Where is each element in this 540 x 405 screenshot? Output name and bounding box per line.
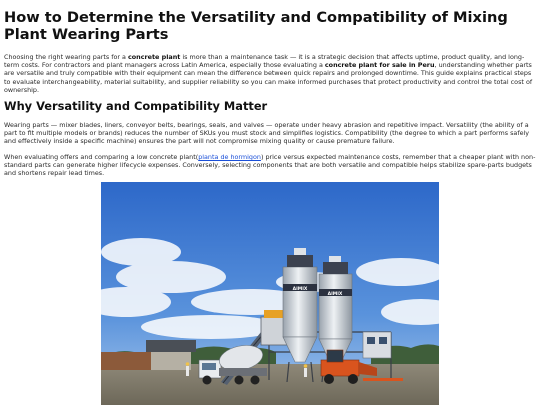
concrete-plant-photo [101,182,439,405]
price-paragraph [4,153,536,178]
price-text-2: ) price versus expected maintenance costs, remember that a cheaper plant with non-standard parts can generate higher lifecycle expenses. Conversely, selecting components that are both versatile and compatible helps stabilize spare-parts budgets and shortens repair lead times. [4,153,536,178]
price-text-1: When evaluating offers and comparing a low concrete plant( [4,153,199,161]
ground [101,364,439,405]
shed-wall [151,352,191,370]
barrier [363,378,403,381]
intro-text-1: Choosing the right wearing parts for a [4,53,128,61]
planta-de-hormigon-link[interactable]: planta de hormigon [198,153,261,161]
intro-bold-concrete-plant: concrete plant [128,53,181,61]
concrete-plant-illustration [101,182,439,405]
article-title: How to Determine the Versatility and Compatibility of Mixing Plant Wearing Parts [4,9,508,43]
intro-paragraph [4,53,536,94]
section-heading: Why Versatility and Compatibility Matter [4,99,268,113]
intro-text-3: , understanding whether parts are versatile and truly compatible with their equipment can mean the difference between quick repairs and prolonged downtime. This guide explains practical steps to evaluate interchangeability, material suitability, and supplier reliability so you can make informed purchases that protect productivity and control the total cost of ownership. [4,61,533,94]
control-cabin [363,332,391,358]
shed-roof [146,340,196,352]
intro-bold-plant-for-sale-peru: concrete plant for sale in Peru [324,61,435,70]
section-paragraph: Wearing parts — mixer blades, liners, conveyor belts, bearings, seals, and valves — operate under heavy abrasion and repetitive impact. Versatility (the ability of a part to fit multiple models or brands) reduces the number of SKUs you must stock and simplifies logistics. Compatibility (the degree to which a part performs safely and effectively inside a specific machine) ensures the part will not compromise mixing quality or cause premature failure. [4,121,530,146]
silo-1-brand: AIMIX [292,287,308,292]
intro-text-2: is more than a maintenance task — it is a strategic decision that affects uptime, product quality, and long-term costs. For contractors and plant managers across Latin America, especially those evaluating a [4,53,525,70]
silo-2-brand: AIMIX [327,292,343,297]
